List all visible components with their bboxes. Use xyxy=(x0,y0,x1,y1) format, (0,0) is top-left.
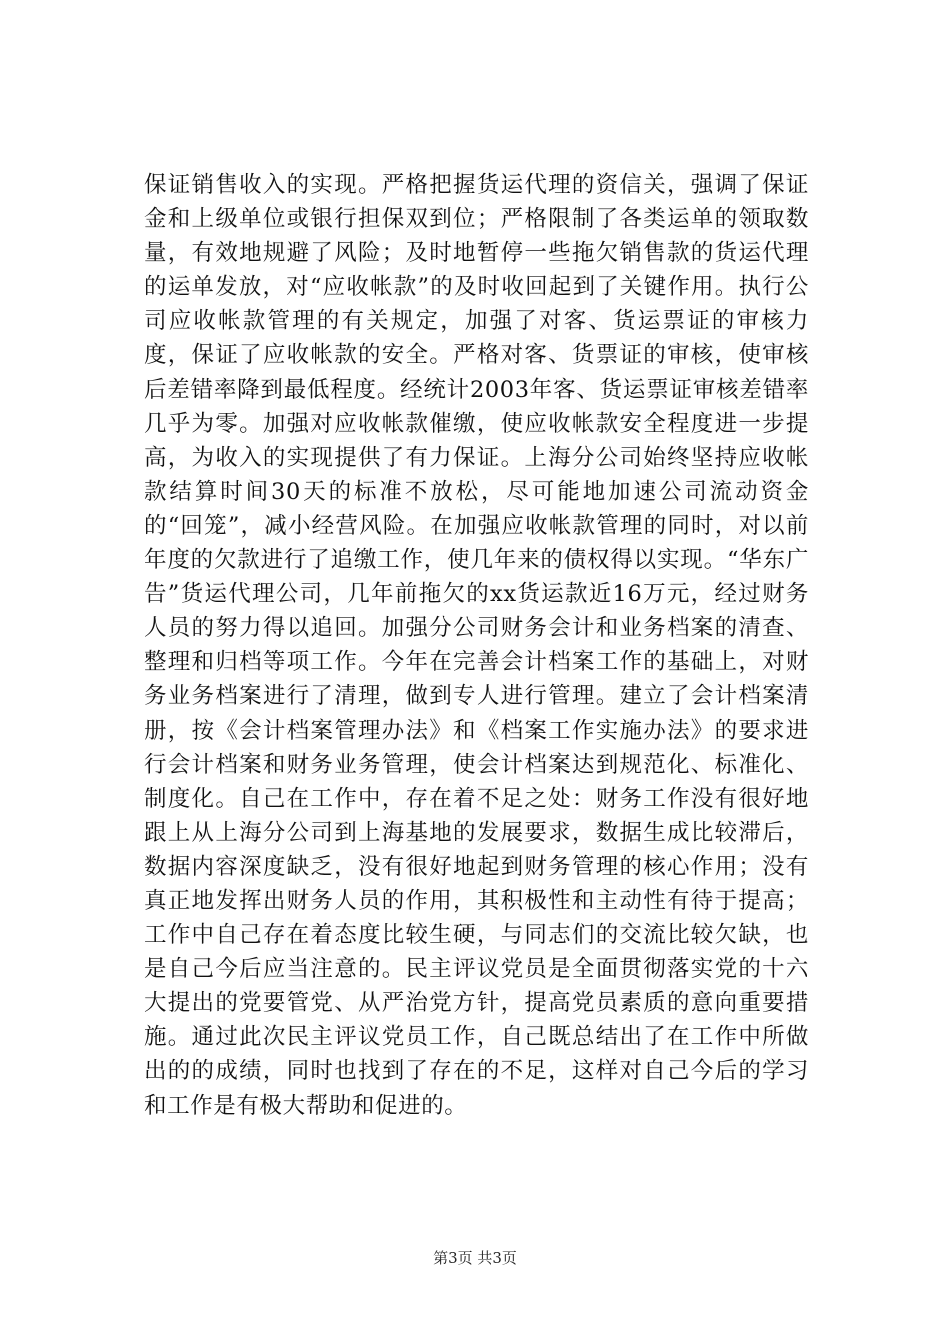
page-number-footer: 第3页 共3页 xyxy=(433,1249,517,1267)
body-paragraph: 保证销售收入的实现。严格把握货运代理的资信关，强调了保证金和上级单位或银行担保双到位；严格限制了各类运单的领取数量，有效地规避了风险；及时地暂停一些拖欠销售款的货运代理的运单发放，对“应收帐款”的及时收回起到了关键作用。执行公司应收帐款管理的有关规定，加强了对客、货运票证的审核力度，保证了应收帐款的安全。严格对客、货票证的审核，使审核后差错率降到最低程度。经统计2003年客、货运票证审核差错率几乎为零。加强对应收帐款催缴，使应收帐款安全程度进一步提高，为收入的实现提供了有力保证。上海分公司始终坚持应收帐款结算时间30天的标准不放松，尽可能地加速公司流动资金的“回笼”，减小经营风险。在加强应收帐款管理的同时，对以前年度的欠款进行了追缴工作，使几年来的债权得以实现。“华东广告”货运代理公司，几年前拖欠的xx货运款近16万元，经过财务人员的努力得以追回。加强分公司财务会计和业务档案的清查、整理和归档等项工作。今年在完善会计档案工作的基础上，对财务业务档案进行了清理，做到专人进行管理。建立了会计档案清册，按《会计档案管理办法》和《档案工作实施办法》的要求进行会计档案和财务业务管理，使会计档案达到规范化、标准化、制度化。自己在工作中，存在着不足之处：财务工作没有很好地跟上从上海分公司到上海基地的发展要求，数据生成比较滞后，数据内容深度缺乏，没有很好地起到财务管理的核心作用；没有真正地发挥出财务人员的作用，其积极性和主动性有待于提高；工作中自己存在着态度比较生硬，与同志们的交流比较欠缺，也是自己今后应当注意的。民主评议党员是全面贯彻落实党的十六大提出的党要管党、从严治党方针，提高党员素质的意向重要措施。通过此次民主评议党员工作，自己既总结出了在工作中所做出的的成绩，同时也找到了存在的不足，这样对自己今后的学习和工作是有极大帮助和促进的。 xyxy=(144,172,809,1119)
